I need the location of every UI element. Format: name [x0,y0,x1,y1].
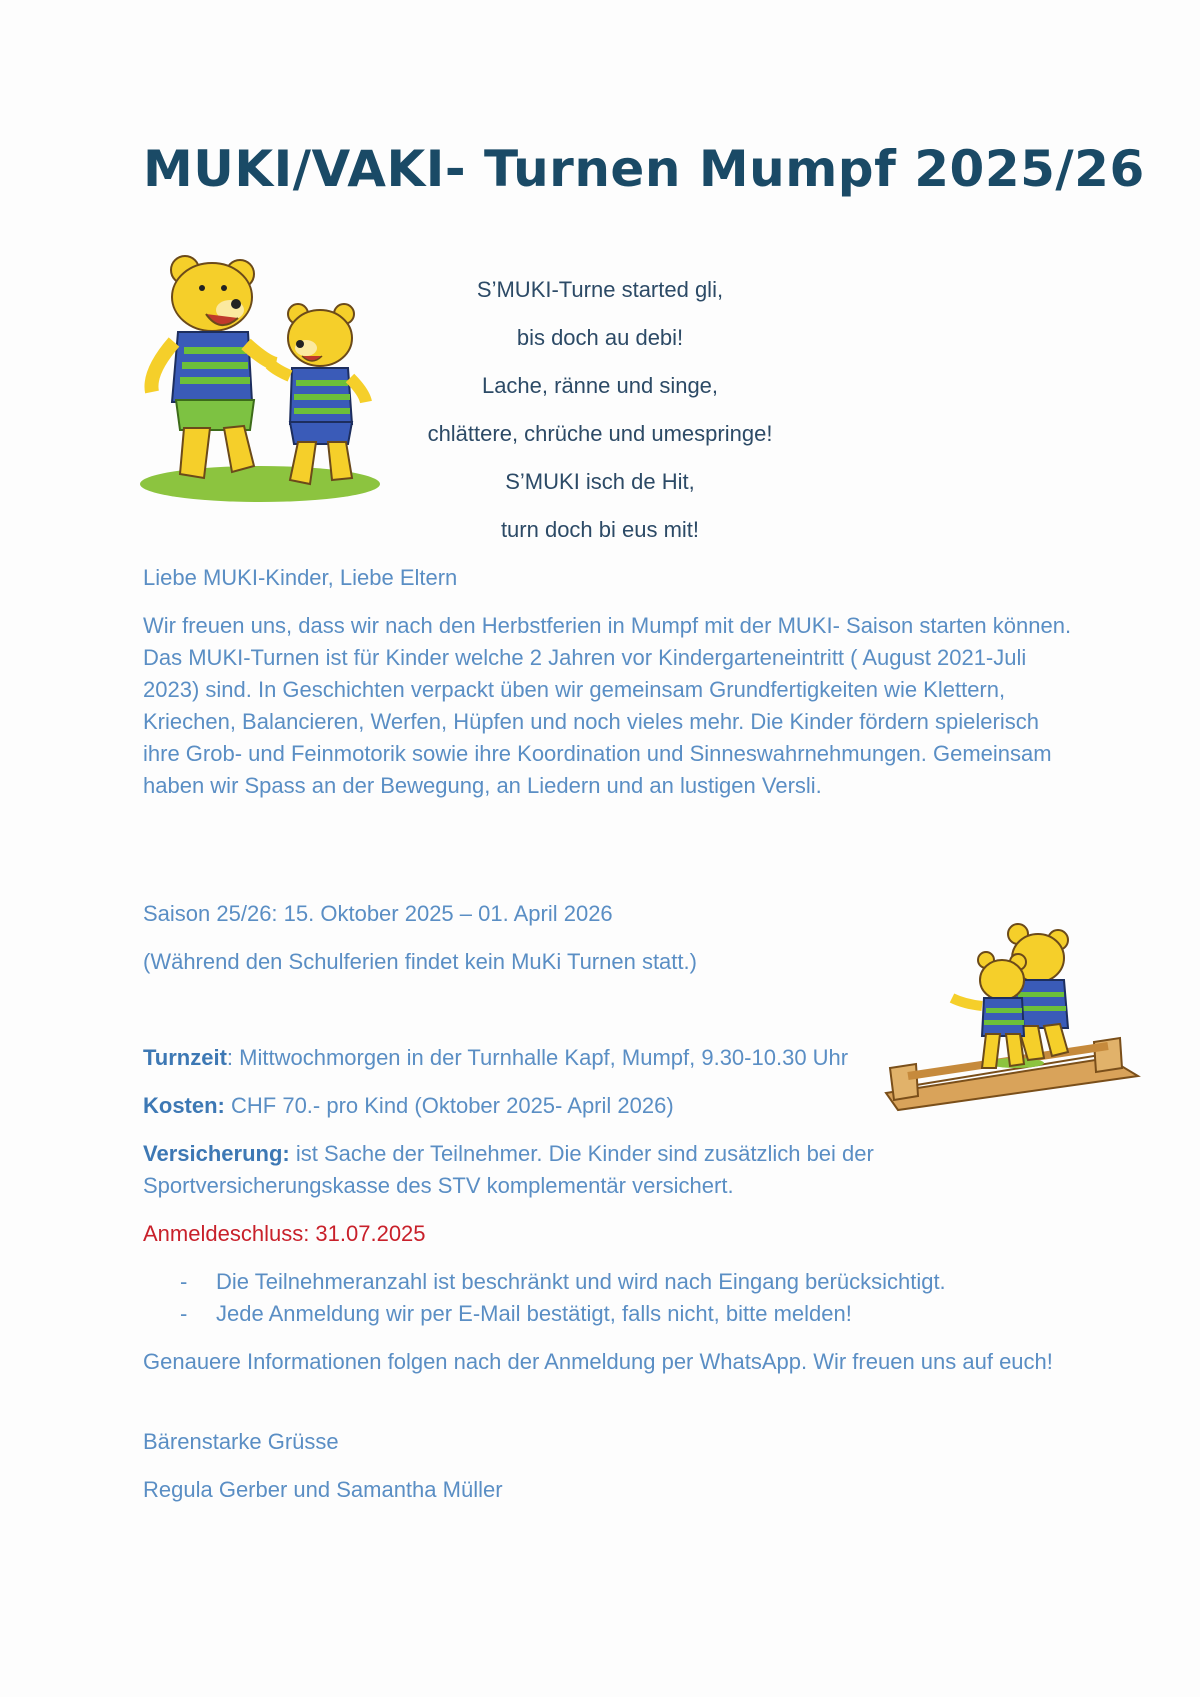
season-note-text: (Während den Schulferien findet kein MuKi Turnen statt.) [143,949,697,974]
registration-deadline [143,1218,1078,1250]
signature [143,1474,1078,1506]
turnzeit-value: : Mittwochmorgen in der Turnhalle Kapf, Mumpf, 9.30-10.30 Uhr [226,1045,849,1070]
poem-line: Lache, ränne und singe, [481,373,719,398]
info-text: Genauere Informationen folgen nach der Anmeldung per WhatsApp. Wir freuen uns auf euch! [143,1349,1053,1374]
closing-text: Bärenstarke Grüsse [143,1429,339,1454]
poem-block [380,272,820,560]
page-title: MUKI/VAKI- Turnen Mumpf 2025/26 [143,140,1145,198]
poem-line: chlättere, chrüche und umespringe! [427,421,773,446]
bullet-dash: - [180,1269,188,1294]
deadline-text: Anmeldeschluss: 31.07.2025 [143,1221,426,1246]
season-text: Saison 25/26: 15. Oktober 2025 – 01. April 2026 [143,901,613,926]
small-bear-figure [270,304,366,484]
info-paragraph [143,1346,1078,1378]
list-item-text: Jede Anmeldung wir per E-Mail bestätigt, falls nicht, bitte melden! [216,1301,852,1326]
notes-list [143,1266,1078,1330]
kosten-label: Kosten: [143,1093,225,1118]
poem-line: S’MUKI isch de Hit, [505,469,695,494]
greeting [143,562,1078,594]
versicherung-value: ist Sache der Teilnehmer. Die Kinder sind zusätzlich bei der Sportversicherungskasse des STV komplementär versichert. [143,1141,874,1198]
greeting-text: Liebe MUKI-Kinder, Liebe Eltern [143,565,458,590]
list-item [143,1266,1078,1298]
kosten-value: CHF 70.- pro Kind (Oktober 2025- April 2026) [224,1093,674,1118]
versicherung-label: Versicherung: [143,1141,290,1166]
intro-text: Wir freuen uns, dass wir nach den Herbstferien in Mumpf mit der MUKI- Saison starten können. Das MUKI-Turnen ist für Kinder welche 2 Jahren vor Kindergarteneintritt ( August 2021-Juli 2023) sind. In Geschichten verpackt üben wir gemeinsam Grundfertigkeiten wie Klettern, Kriechen, Balancieren, Werfen, Hüpfen und noch vieles mehr. Die Kinder fördern spielerisch ihre Grob- und Feinmotorik sowie ihre Koordination und Sinneswahrnehmungen. Gemeinsam haben wir Spass an der Bewegung, an Liedern und an lustigen Versli. [143,613,1072,798]
poem-line: S’MUKI-Turne started gli, [476,277,724,302]
turnzeit-line [143,1042,1078,1074]
list-item [143,1298,1078,1330]
bears-walking-illustration [140,252,385,504]
kosten-line [143,1090,1078,1122]
versicherung-line [143,1138,933,1202]
turnzeit-label: Turnzeit [143,1045,227,1070]
poem-line: turn doch bi eus mit! [500,517,700,542]
big-bear-figure [151,256,276,478]
poem-line: bis doch au debi! [516,325,684,350]
closing [143,1426,1078,1458]
signature-text: Regula Gerber und Samantha Müller [143,1477,503,1502]
intro-paragraph [143,610,1078,802]
bullet-dash: - [180,1301,188,1326]
list-item-text: Die Teilnehmeranzahl ist beschränkt und wird nach Eingang berücksichtigt. [216,1269,946,1294]
